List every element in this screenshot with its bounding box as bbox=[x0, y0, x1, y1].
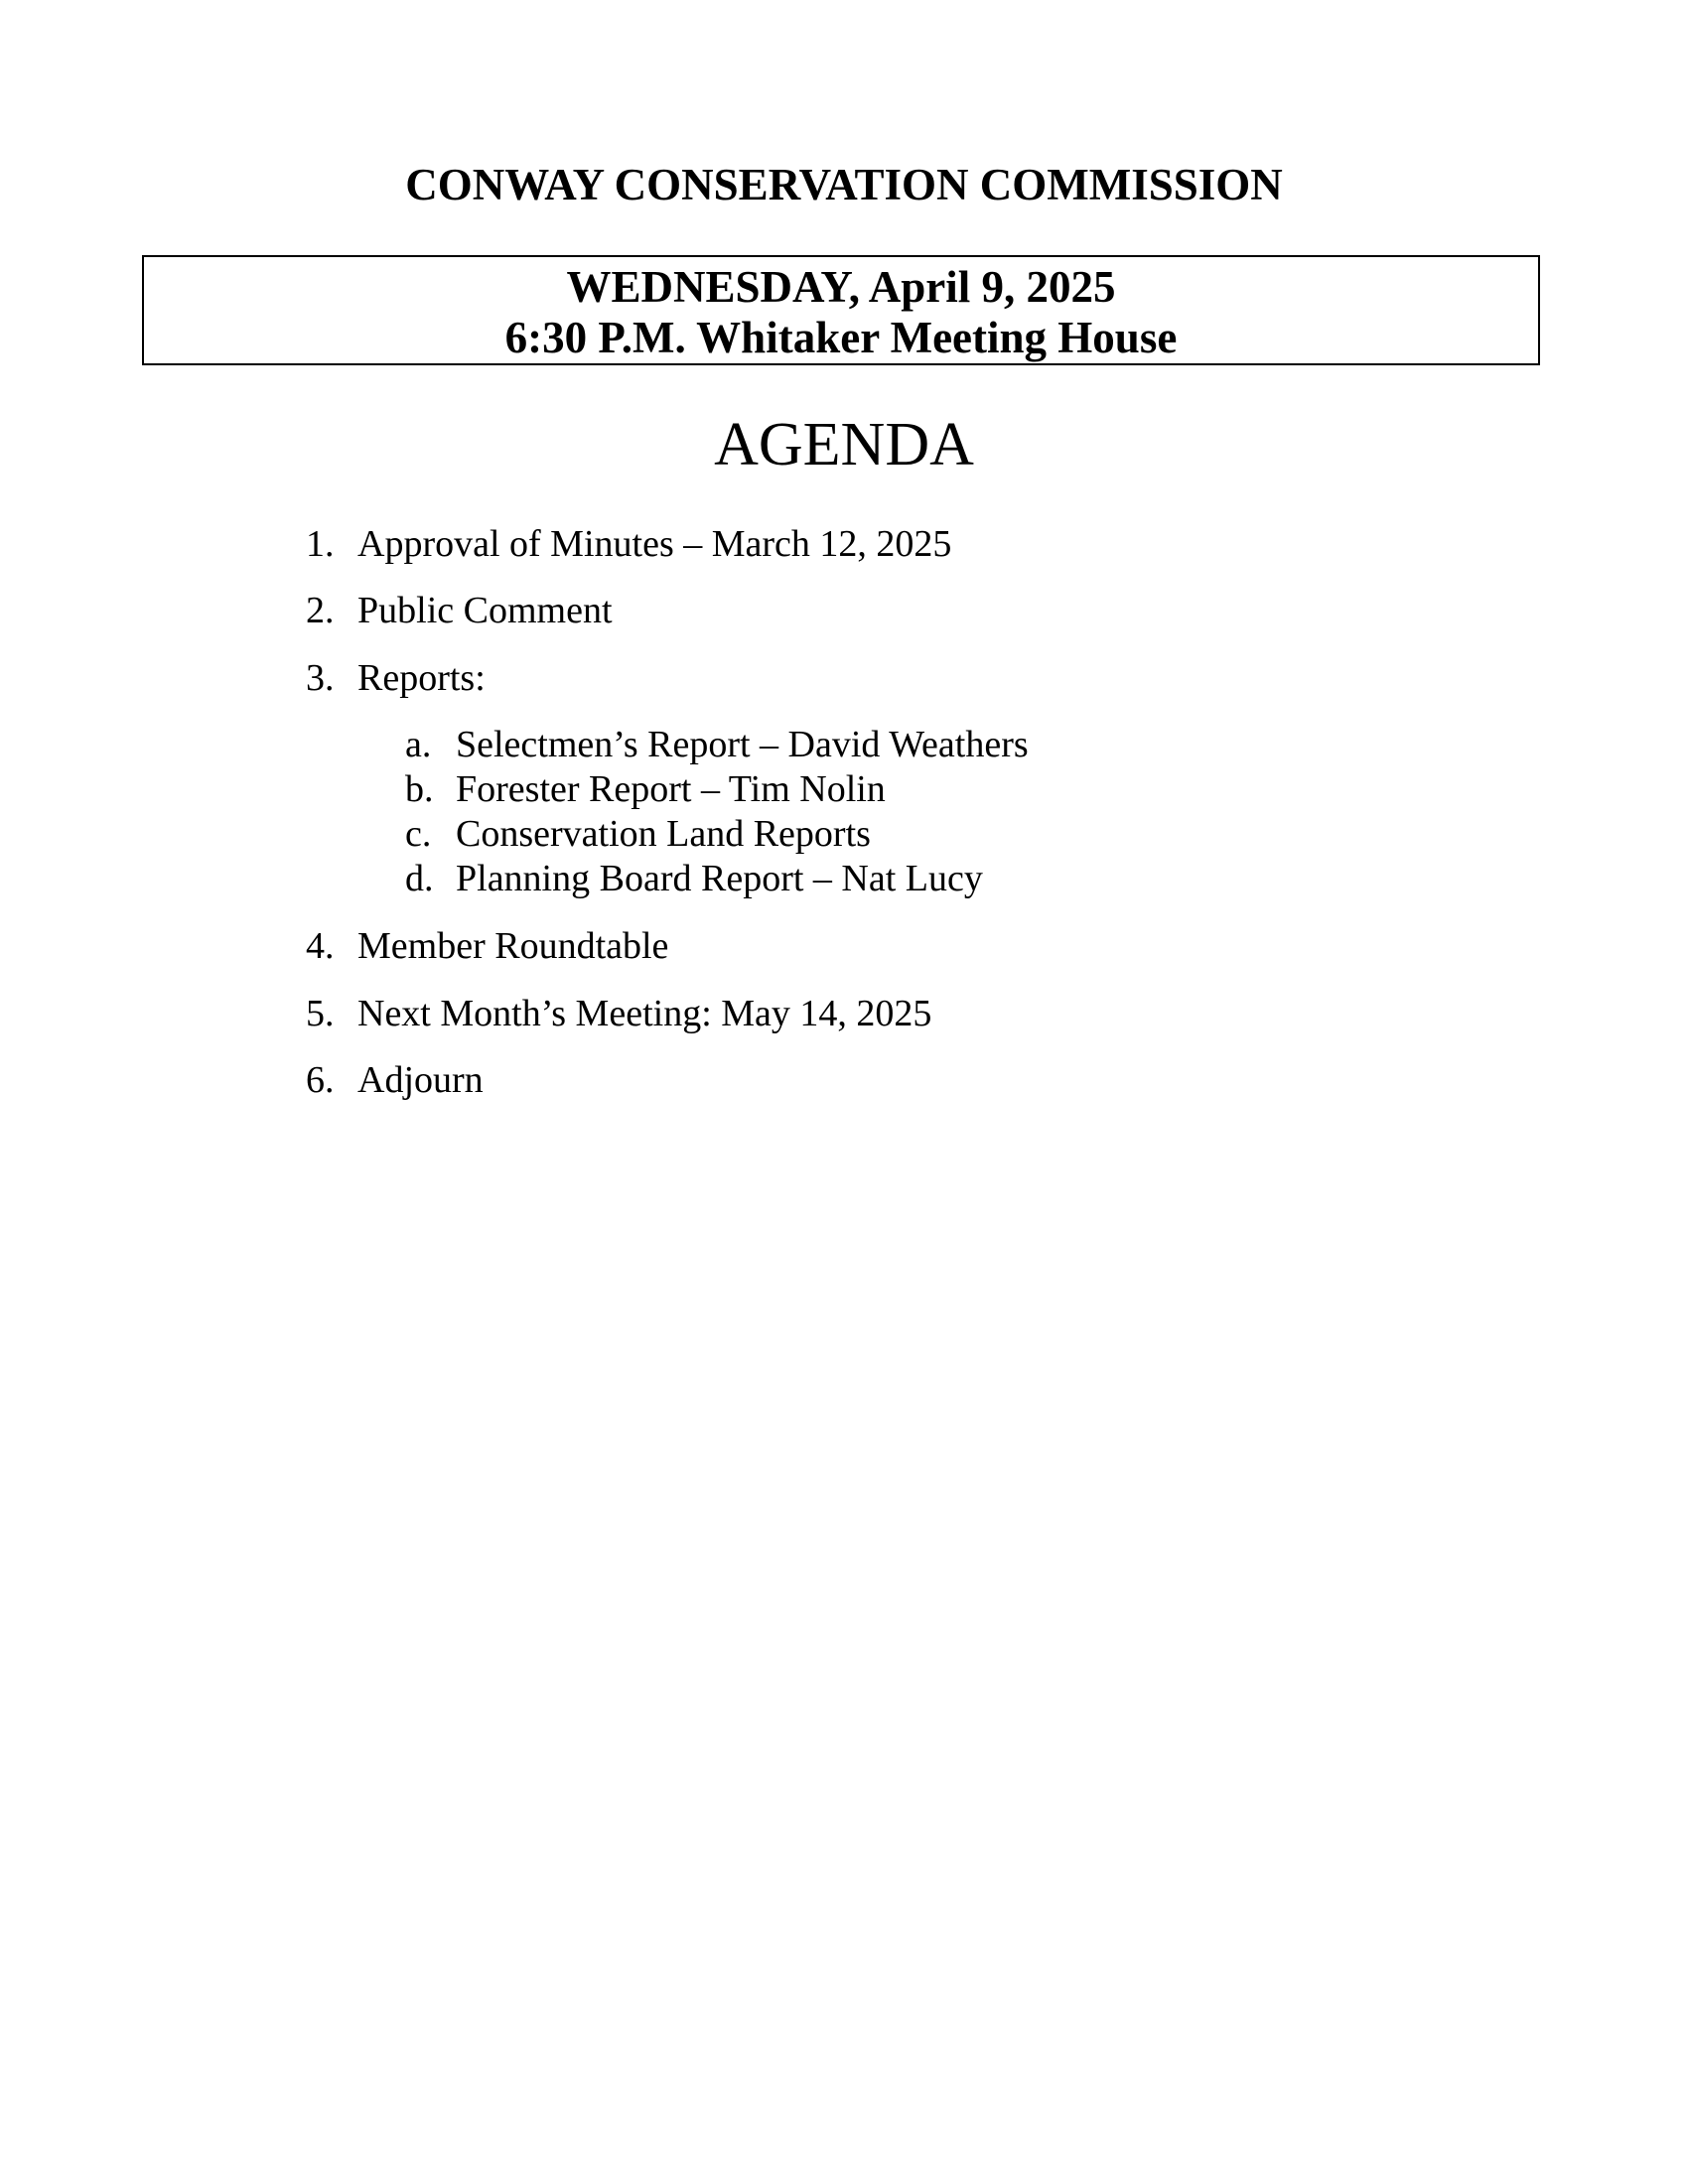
agenda-item-text: Member Roundtable bbox=[357, 925, 669, 967]
report-subitem-letter: d. bbox=[405, 858, 434, 899]
agenda-item-text: Next Month’s Meeting: May 14, 2025 bbox=[357, 993, 932, 1034]
agenda-item-number: 3. bbox=[306, 657, 335, 699]
agenda-item-number: 1. bbox=[306, 523, 335, 565]
meeting-time-place: 6:30 P.M. Whitaker Meeting House bbox=[504, 313, 1178, 362]
organization-title: CONWAY CONSERVATION COMMISSION bbox=[405, 160, 1283, 209]
report-subitem-text: Planning Board Report – Nat Lucy bbox=[456, 858, 983, 899]
report-subitem-letter: b. bbox=[405, 768, 434, 810]
agenda-item-number: 6. bbox=[306, 1059, 335, 1101]
agenda-item-text: Public Comment bbox=[357, 590, 613, 631]
report-subitem-letter: c. bbox=[405, 813, 432, 855]
report-subitem-letter: a. bbox=[405, 724, 432, 765]
report-subitem-text: Conservation Land Reports bbox=[456, 813, 871, 855]
agenda-item-number: 2. bbox=[306, 590, 335, 631]
agenda-item-text: Approval of Minutes – March 12, 2025 bbox=[357, 523, 952, 565]
meeting-date: WEDNESDAY, April 9, 2025 bbox=[566, 262, 1116, 312]
agenda-item-text: Reports: bbox=[357, 657, 486, 699]
report-subitem-text: Forester Report – Tim Nolin bbox=[456, 768, 886, 810]
agenda-item-number: 4. bbox=[306, 925, 335, 967]
agenda-item-number: 5. bbox=[306, 993, 335, 1034]
meeting-info-box bbox=[142, 255, 1540, 365]
agenda-item-text: Adjourn bbox=[357, 1059, 484, 1101]
report-subitem-text: Selectmen’s Report – David Weathers bbox=[456, 724, 1029, 765]
agenda-heading: AGENDA bbox=[714, 411, 974, 478]
